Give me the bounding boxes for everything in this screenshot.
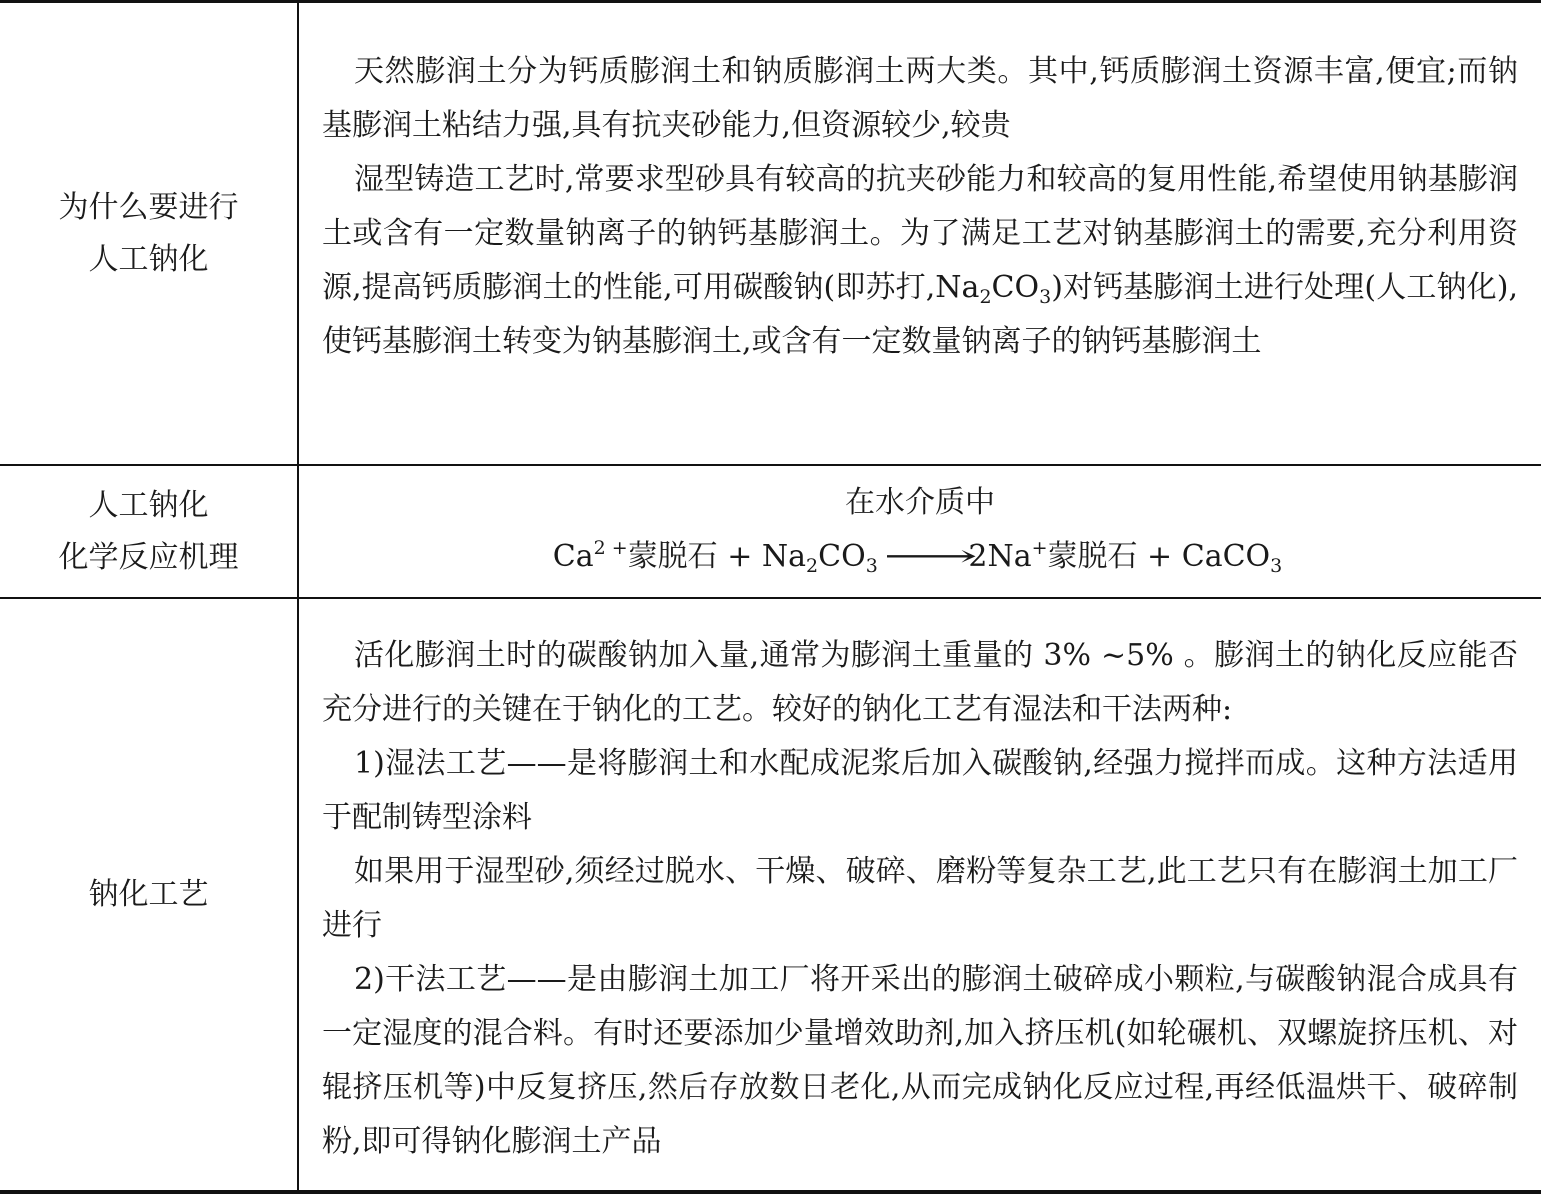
paragraph: 如果用于湿型砂,须经过脱水、干燥、破碎、磨粉等复杂工艺,此工艺只有在膨润土加工厂进行: [322, 854, 1518, 943]
paragraph-text: 湿型铸造工艺时,常要求型砂具有较高的抗夹砂能力和较高的复用性能,希望使用钠基膨润土或含有一定数量钠离子的钠钙基膨润土。为了满足工艺对钠基膨润土的需要,充分利用资源,提高钙质膨润土的性能,可用碳酸钠(即苏打,: [322, 162, 1518, 305]
row-header-line: 为什么要进行: [58, 189, 239, 225]
row-content-process: [322, 629, 1518, 1169]
row-header-line: 化学反应机理: [58, 539, 239, 575]
reaction-arrow: ⟶: [883, 539, 979, 574]
paragraph: [322, 153, 1518, 369]
column-divider: [297, 0, 299, 1192]
row-header-line: 人工钠化: [88, 487, 209, 523]
paragraph: 1)湿法工艺——是将膨润土和水配成泥浆后加入碳酸钠,经强力搅拌而成。这种方法适用于配制铸型涂料: [322, 746, 1518, 835]
row-header-why-sodium: [0, 3, 297, 464]
reaction-condition: 在水介质中: [845, 485, 995, 520]
paragraph: 2)干法工艺——是由膨润土加工厂将开采出的膨润土破碎成小颗粒,与碳酸钠混合成具有一定湿度的混合料。有时还要添加少量增效助剂,加入挤压机(如轮碾机、双螺旋挤压机、对辊挤压机等)中反复挤压,然后存放数日老化,从而完成钠化反应过程,再经低温烘干、破碎制粉,即可得钠化膨润土产品: [322, 962, 1518, 1159]
paragraph: 天然膨润土分为钙质膨润土和钠质膨润土两大类。其中,钙质膨润土资源丰富,便宜;而钠基膨润土粘结力强,具有抗夹砂能力,但资源较少,较贵: [322, 54, 1518, 143]
row-header-line: 钠化工艺: [88, 876, 209, 912]
formula-na2co3: $Na_2CO_3$: [935, 270, 1052, 308]
paragraph: 活化膨润土时的碳酸钠加入量,通常为膨润土重量的 3% ~5% 。膨润土的钠化反应能否充分进行的关键在于钠化的工艺。较好的钠化工艺有湿法和干法两种:: [322, 638, 1518, 727]
reaction-equation: $Ca^{2 +}$蒙脱石 + $Na_2CO_3$ ⟶2Na+蒙脱石 + CaCO$_3$: [322, 530, 1518, 584]
row-header-mechanism: [0, 466, 297, 597]
row-header-process: [0, 599, 297, 1190]
row-header-line: 人工钠化: [88, 241, 209, 277]
row-content-why-sodium: [322, 45, 1518, 369]
row-content-mechanism: [322, 476, 1518, 584]
table-bottom-rule: [0, 1190, 1541, 1194]
paragraph-text: )对钙基膨润土进行处理(人工钠化),使钙基膨润土转变为钠基膨润土,或含有一定数量钠离子的钠钙基膨润土: [322, 270, 1519, 359]
